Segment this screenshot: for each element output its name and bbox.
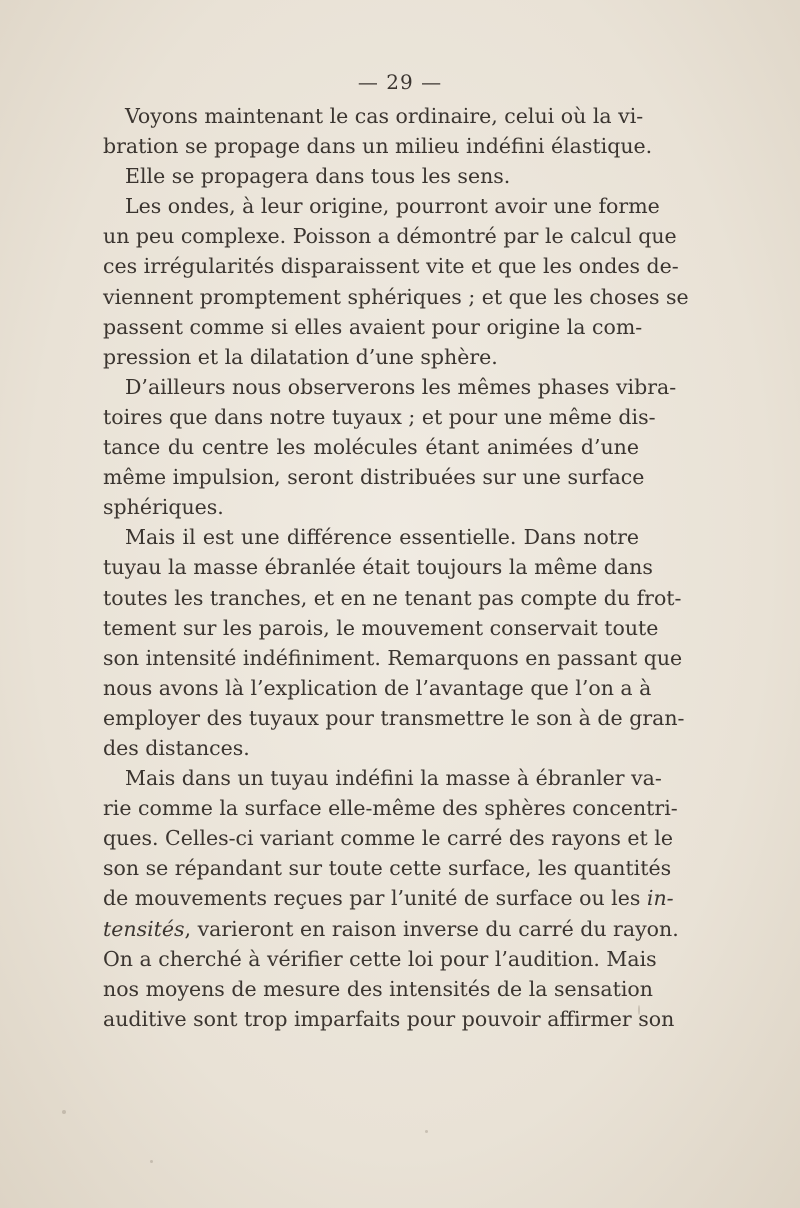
page-number: — 29 —: [357, 70, 443, 94]
text-line: de mouvements reçues par l’unité de surface ou les in-: [103, 886, 674, 911]
text-line: des distances.: [103, 735, 250, 760]
text-line: tensités, varieront en raison inverse du carré du rayon.: [103, 916, 679, 941]
text-line: passent comme si elles avaient pour origine la com-: [103, 314, 643, 339]
text-line: Mais dans un tuyau indéfini la masse à ébranler va-: [125, 766, 662, 791]
text-line: rie comme la surface elle-même des sphères concentri-: [103, 796, 678, 821]
text-line: viennent promptement sphériques ; et que les choses se: [103, 284, 689, 309]
paper-speck: [62, 1110, 66, 1114]
text-line: On a cherché à vérifier cette loi pour l’audition. Mais: [103, 946, 657, 971]
text-line: Voyons maintenant le cas ordinaire, celui où la vi-: [125, 104, 644, 128]
text-line: D’ailleurs nous observerons les mêmes phases vibra-: [125, 374, 677, 399]
text-line: tement sur les parois, le mouvement conservait toute: [103, 615, 659, 640]
text-line: son intensité indéfiniment. Remarquons en passant que: [103, 645, 683, 670]
text-line: pression et la dilatation d’une sphère.: [103, 344, 498, 369]
text-line: toires que dans notre tuyaux ; et pour une même dis-: [103, 404, 656, 429]
paper-speck: [150, 1160, 153, 1163]
text-line: Elle se propagera dans tous les sens.: [125, 164, 511, 189]
text-line: tance du centre les molécules étant animées d’une: [103, 435, 639, 460]
text-line: auditive sont trop imparfaits pour pouvoir affirmer son: [103, 1006, 675, 1031]
text-line: Mais il est une différence essentielle. Dans notre: [125, 525, 639, 550]
text-line: même impulsion, seront distribuées sur une surface: [103, 465, 645, 490]
text-line: un peu complexe. Poisson a démontré par le calcul que: [103, 224, 677, 249]
text-line: nous avons là l’explication de l’avantage que l’on a à: [103, 675, 652, 700]
paper-speck: [425, 1130, 428, 1133]
text-line: bration se propage dans un milieu indéfini élastique.: [103, 134, 653, 159]
text-line: ces irrégularités disparaissent vite et que les ondes de-: [103, 254, 679, 279]
text-line: tuyau la masse ébranlée était toujours la même dans: [103, 555, 653, 580]
text-line: son se répandant sur toute cette surface, les quantités: [103, 856, 672, 881]
text-line: nos moyens de mesure des intensités de la sensation: [103, 976, 653, 1001]
text-line: toutes les tranches, et en ne tenant pas compte du frot-: [103, 585, 682, 610]
text-line: sphériques.: [103, 495, 224, 520]
body-text: [103, 101, 689, 1034]
text-line: Les ondes, à leur origine, pourront avoir une forme: [125, 194, 660, 219]
text-line: employer des tuyaux pour transmettre le son à de gran-: [103, 705, 685, 730]
text-line: ques. Celles-ci variant comme le carré des rayons et le: [103, 826, 673, 851]
